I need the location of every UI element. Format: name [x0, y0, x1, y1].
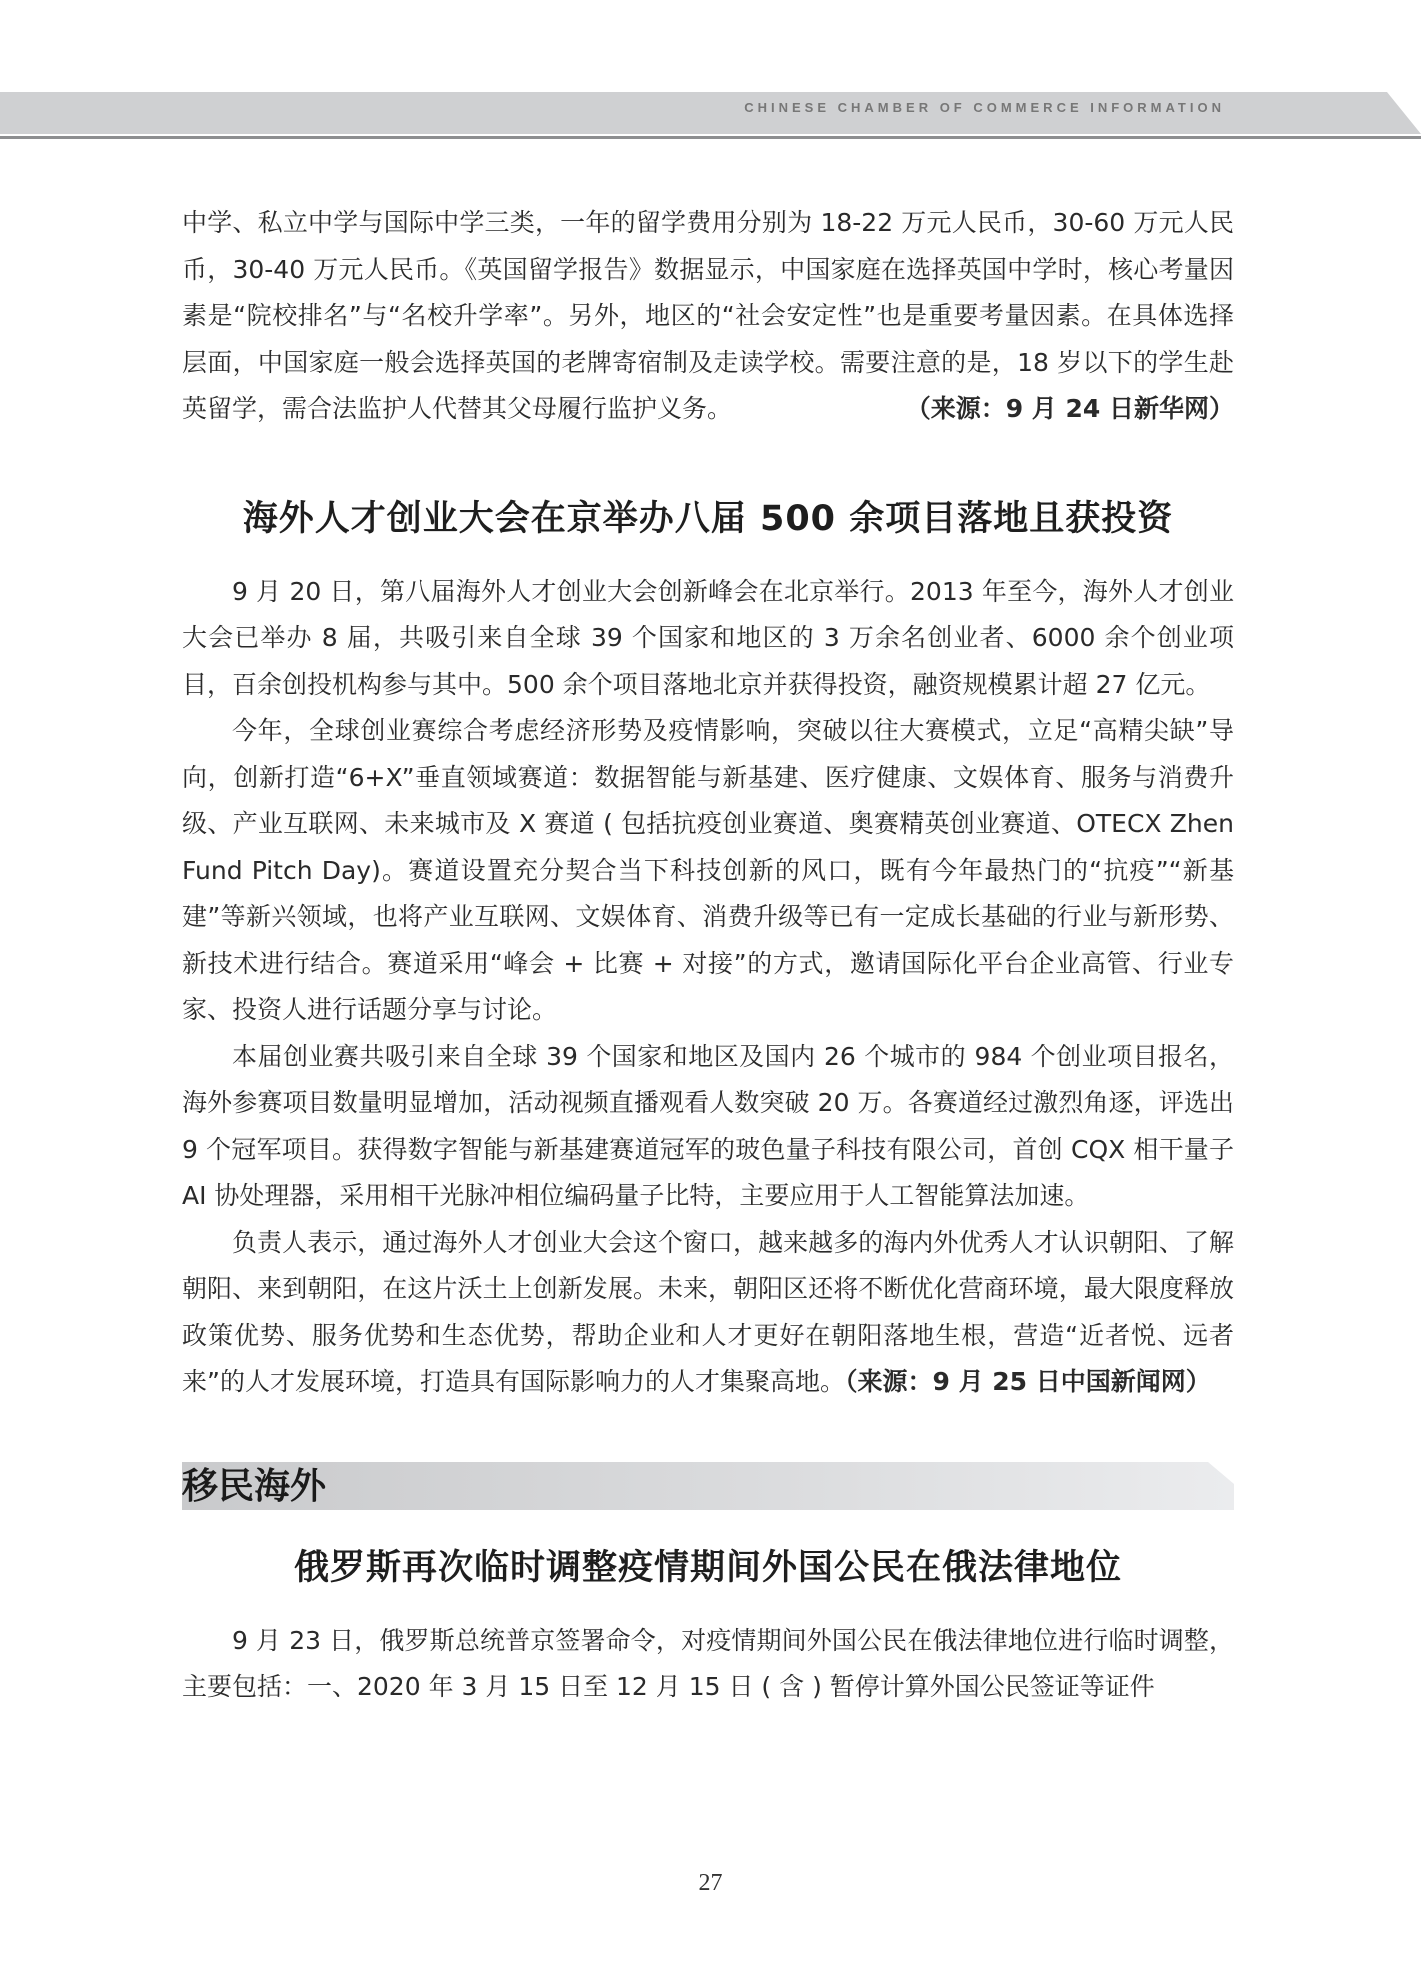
article-continuation-paragraph [182, 200, 1234, 433]
article-paragraph-last [182, 1220, 1234, 1406]
page-content [182, 200, 1234, 1711]
article-paragraph: 本届创业赛共吸引来自全球 39 个国家和地区及国内 26 个城市的 984 个创业项目报名，海外参赛项目数量明显增加，活动视频直播观看人数突破 20 万。各赛道经过激烈角逐，评选出 9 个冠军项目。获得数字智能与新基建赛道冠军的玻色量子科技有限公司，首创 CQX 相干量子 AI 协处理器，采用相干光脉冲相位编码量子比特，主要应用于人工智能算法加速。 [182, 1041, 1234, 1210]
section-corner [1208, 1462, 1234, 1484]
article-title: 海外人才创业大会在京举办八届 500 余项目落地且获投资 [242, 498, 1174, 539]
article-continuation [182, 200, 1234, 433]
header-divider [0, 136, 1421, 139]
header-title: CHINESE CHAMBER OF COMMERCE INFORMATION [744, 100, 1225, 115]
section-header [182, 1462, 1234, 1510]
page-number: 27 [698, 1870, 723, 1896]
article-paragraph-text: 负责人表示，通过海外人才创业大会这个窗口，越来越多的海内外优秀人才认识朝阳、了解朝阳、来到朝阳，在这片沃土上创新发展。未来，朝阳区还将不断优化营商环境，最大限度释放政策优势、服务优势和生态优势，帮助企业和人才更好在朝阳落地生根，营造“近者悦、远者来”的人才发展环境，打造具有国际影响力的人才集聚高地。 [182, 1227, 1234, 1396]
article-paragraph: 今年，全球创业赛综合考虑经济形势及疫情影响，突破以往大赛模式，立足“高精尖缺”导向，创新打造“6+X”垂直领域赛道：数据智能与新基建、医疗健康、文娱体育、服务与消费升级、产业互联网、未来城市及 X 赛道 ( 包括抗疫创业赛道、奥赛精英创业赛道、OTECX Zhen Fund Pitch Day)。赛道设置充分契合当下科技创新的风口，既有今年最热门的“抗疫”“新基建”等新兴领域，也将产业互联网、文娱体育、消费升级等已有一定成长基础的行业与新形势、新技术进行结合。赛道采用“峰会 + 比赛 + 对接”的方式，邀请国际化平台企业高管、行业专家、投资人进行话题分享与讨论。 [182, 716, 1234, 1024]
section-title: 移民海外 [182, 1464, 327, 1507]
article-paragraph: 9 月 23 日，俄罗斯总统普京签署命令，对疫情期间外国公民在俄法律地位进行临时调整，主要包括：一、2020 年 3 月 15 日至 12 月 15 日 ( 含 ) 暂停计算外国公民签证等证件 [182, 1625, 1234, 1701]
article-title: 俄罗斯再次临时调整疫情期间外国公民在俄法律地位 [293, 1547, 1122, 1588]
article-source: （来源：9 月 25 日中国新闻网） [844, 1367, 1211, 1396]
article-continuation-text: 中学、私立中学与国际中学三类，一年的留学费用分别为 18-22 万元人民币，30-60 万元人民币，30-40 万元人民币。《英国留学报告》数据显示，中国家庭在选择英国中学时，核心考量因素是“院校排名”与“名校升学率”。另外，地区的“社会安定性”也是重要考量因素。在具体选择层面，中国家庭一般会选择英国的老牌寄宿制及走读学校。需要注意的是，18 岁以下的学生赴英留学，需合法监护人代替其父母履行监护义务。 [182, 208, 1234, 423]
article-paragraph: 9 月 20 日，第八届海外人才创业大会创新峰会在北京举行。2013 年至今，海外人才创业大会已举办 8 届，共吸引来自全球 39 个国家和地区的 3 万余名创业者、6000 余个创业项目，百余创投机构参与其中。500 余个项目落地北京并获得投资，融资规模累计超 27 亿元。 [182, 576, 1234, 699]
article-continuation-source: （来源：9 月 24 日新华网） [905, 394, 1234, 423]
